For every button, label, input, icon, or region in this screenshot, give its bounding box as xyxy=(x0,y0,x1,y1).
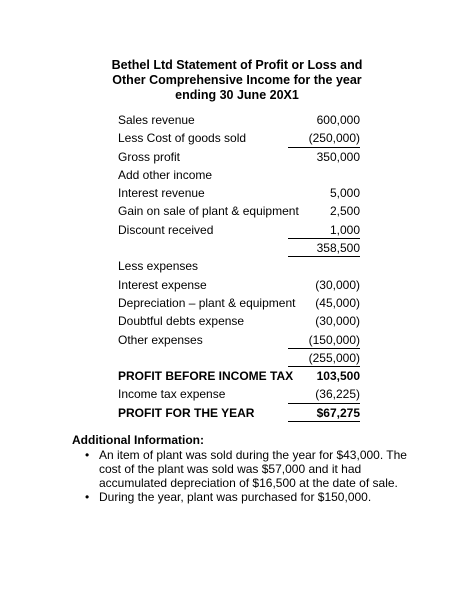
title-line-2: Other Comprehensive Income for the year xyxy=(112,73,362,87)
bullet-icon: • xyxy=(85,448,90,462)
statement-row-label: Discount received xyxy=(118,222,214,237)
statement-row-amount: (30,000) xyxy=(315,277,360,292)
statement-row-label: PROFIT FOR THE YEAR xyxy=(118,405,255,420)
statement-row-amount: (36,225) xyxy=(288,385,360,403)
statement-row-amount: (45,000) xyxy=(315,295,360,310)
title-line-1: Bethel Ltd Statement of Profit or Loss and xyxy=(111,58,363,72)
statement-row-amount: 5,000 xyxy=(329,186,360,201)
statement-row-amount: 103,500 xyxy=(316,369,360,384)
title-line-3: ending 30 June 20X1 xyxy=(175,88,299,102)
statement-row xyxy=(118,202,360,220)
statement-row-amount xyxy=(288,166,360,184)
statement-row xyxy=(118,148,360,166)
statement-row-amount: (255,000) xyxy=(288,349,360,367)
statement-row-label: Income tax expense xyxy=(118,387,226,402)
statement-row-amount: (150,000) xyxy=(288,331,360,349)
statement-row xyxy=(118,367,360,385)
statement-row-amount: (250,000) xyxy=(288,129,360,147)
additional-information xyxy=(72,433,412,504)
bullet-icon: • xyxy=(85,490,90,504)
statement-row xyxy=(118,404,360,422)
statement-row-label: Doubtful debts expense xyxy=(118,314,245,329)
statement-row-label: Interest revenue xyxy=(118,186,205,201)
statement-row-amount: 2,500 xyxy=(329,204,360,219)
additional-information-text: An item of plant was sold during the year for $43,000. The cost of the plant was sold was $57,000 and it had accumulated depreciation of $16,500 at the date of sale. xyxy=(99,448,407,490)
statement-row xyxy=(118,257,360,275)
statement-row-amount: $67,275 xyxy=(288,404,360,422)
statement-row-label: Less expenses xyxy=(118,259,199,274)
statement-row xyxy=(118,166,360,184)
additional-information-text: During the year, plant was purchased for $150,000. xyxy=(99,490,372,504)
statement-row xyxy=(118,312,360,330)
statement-row xyxy=(118,294,360,312)
statement-row xyxy=(118,331,360,349)
statement-row-amount: 600,000 xyxy=(316,113,360,127)
statement-row-amount xyxy=(288,257,360,275)
statement-row xyxy=(118,111,360,129)
statement-row-label: Depreciation – plant & equipment xyxy=(118,295,296,310)
additional-information-item xyxy=(85,490,412,504)
additional-information-heading: Additional Information: xyxy=(72,433,204,447)
statement-row-label: Add other income xyxy=(118,167,213,182)
statement-row xyxy=(118,239,360,257)
statement-title xyxy=(0,58,474,103)
statement-row-label: Sales revenue xyxy=(118,113,195,127)
additional-information-list xyxy=(72,448,412,504)
statement-row-label: Gain on sale of plant & equipment xyxy=(118,204,299,219)
additional-information-item xyxy=(85,448,412,490)
statement-row-amount: 350,000 xyxy=(316,149,360,164)
statement-row xyxy=(118,129,360,147)
statement-row xyxy=(118,221,360,239)
statement-row-amount: (30,000) xyxy=(315,314,360,329)
statement-row-label: Other expenses xyxy=(118,332,203,347)
statement-row-amount: 358,500 xyxy=(288,239,360,257)
statement-row xyxy=(118,276,360,294)
statement-row xyxy=(118,349,360,367)
statement-row-label: Gross profit xyxy=(118,149,181,164)
statement-row xyxy=(118,184,360,202)
statement-row xyxy=(118,385,360,403)
statement-row-label: Less Cost of goods sold xyxy=(118,131,247,146)
statement-row-label: PROFIT BEFORE INCOME TAX xyxy=(118,369,294,384)
income-statement-table xyxy=(118,111,360,422)
statement-row-label: Interest expense xyxy=(118,277,207,292)
statement-row-amount: 1,000 xyxy=(288,221,360,239)
